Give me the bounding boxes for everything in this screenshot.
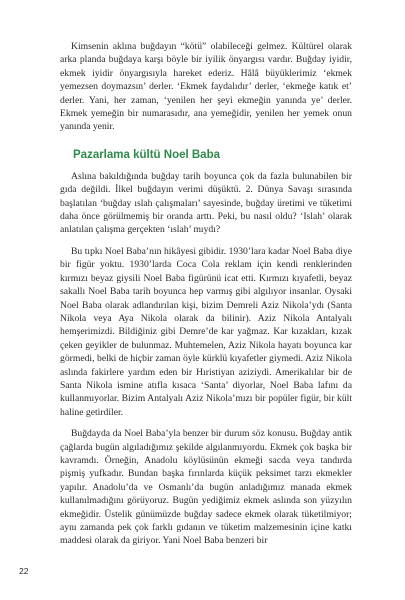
spacer [60,237,352,245]
section-paragraph-3: Buğdayda da Noel Baba’yla benzer bir durum söz konusu. Buğday antik çağlarda bugün algıladığımız şekilde algılanmıyordu. Ekmek çok başka bir kavramdı. Örneğin, Anadolu köylüsünün ekmeği sacda veya tandırda pişmiş yufkadır. Bundan başka fırınlarda küçük peksimet tarzı ekmekler yapılır. Anadolu’da ve Osmanlı’da bugün anladığımız manada ekmek kullanılmadığını görüyoruz. Bugün yediğimiz ekmek aslında son yüzyılın ekmeğidir. Üstelik günümüzde buğday sadece ekmek olarak tüketilmiyor; aynı zamanda pek çok farklı gıdanın ve tüketim malzemesinin içine katkı maddesi olarak da giriyor. Yani Noel Baba benzeri bir [60,428,352,547]
page-body [60,40,352,548]
page-number: 22 [19,566,29,576]
section-heading: Pazarlama kültü Noel Baba [73,148,220,161]
opening-paragraph: Kimsenin aklına buğdayın “kötü” olabileceği gelmez. Kültürel olarak arka planda buğdaya karşı böyle bir iyilik önyargısı vardır. Buğday iyidir, ekmek iyidir önyargısıyla hareket ederiz. Hâlâ büyüklerimiz ‘ekmek yemezsen doymazsın’ derler. ‘Ekmek faydalıdır’ derler, ‘ekmeğe katık et’ derler. Yani, her zaman, ‘yenilen her şeyi ekmeğin yanında ye’ derler. Ekmek yemeğin bir numarasıdır, ana yemeğidir, yenilen her yemek onun yanında yenir. [60,41,352,133]
section-paragraph-2: Bu tıpkı Noel Baba’nın hikâyesi gibidir. 1930’lara kadar Noel Baba diye bir figür yoktu. 1930’larda Coca Cola reklam için kendi renklerinden kırmızı beyaz giysili Noel Baba figürünü icat etti. Kırmızı kıyafetli, beyaz sakallı Noel Baba tarih boyunca hep varmış gibi algılıyor insanlar. Oysaki Noel Baba olarak adlandırılan kişi, bizim Demreli Aziz Nikola’ydı (Santa Nikola veya Aya Nikola olarak da bilinir). Aziz Nikola Antalyalı hemşerimizdi. Bildiğiniz gibi Demre’de kar yağmaz. Kar kızakları, kızak çeken geyikler de bulunmaz. Muhtemelen, Aziz Nikola hayatı boyunca kar görmedi, belki de hiçbir zaman öyle kürklü kıyafetler giymedi. Aziz Nikola aslında fakirlere yardım eden bir Hıristiyan aziziydi. Amerikalılar bir de Santa Nikola ismine atıfla kısaca ‘Santa’ diyorlar, Noel Baba lafını da kullanmıyorlar. Bizim Antalyalı Aziz Nikola’mızı bir popüler figür, bir kült haline getirdiler. [60,245,352,418]
spacer [60,162,352,170]
section-paragraph-1: Aslına bakıldığında buğday tarih boyunca çok da fazla bulunabilen bir gıda değildi. İlkel buğdayın verimi düşüktü. 2. Dünya Savaşı sırasında başlatılan ‘buğday ıslah çalışmaları’ sayesinde, buğday üretimi ve tüketimi daha önce görülmemiş bir oranda arttı. Peki, bu nasıl oldu? ‘Islah’ olarak anlatılan çalışma gerçekten ‘ıslah’ mıydı? [60,170,352,236]
spacer [60,134,352,148]
spacer [60,419,352,427]
